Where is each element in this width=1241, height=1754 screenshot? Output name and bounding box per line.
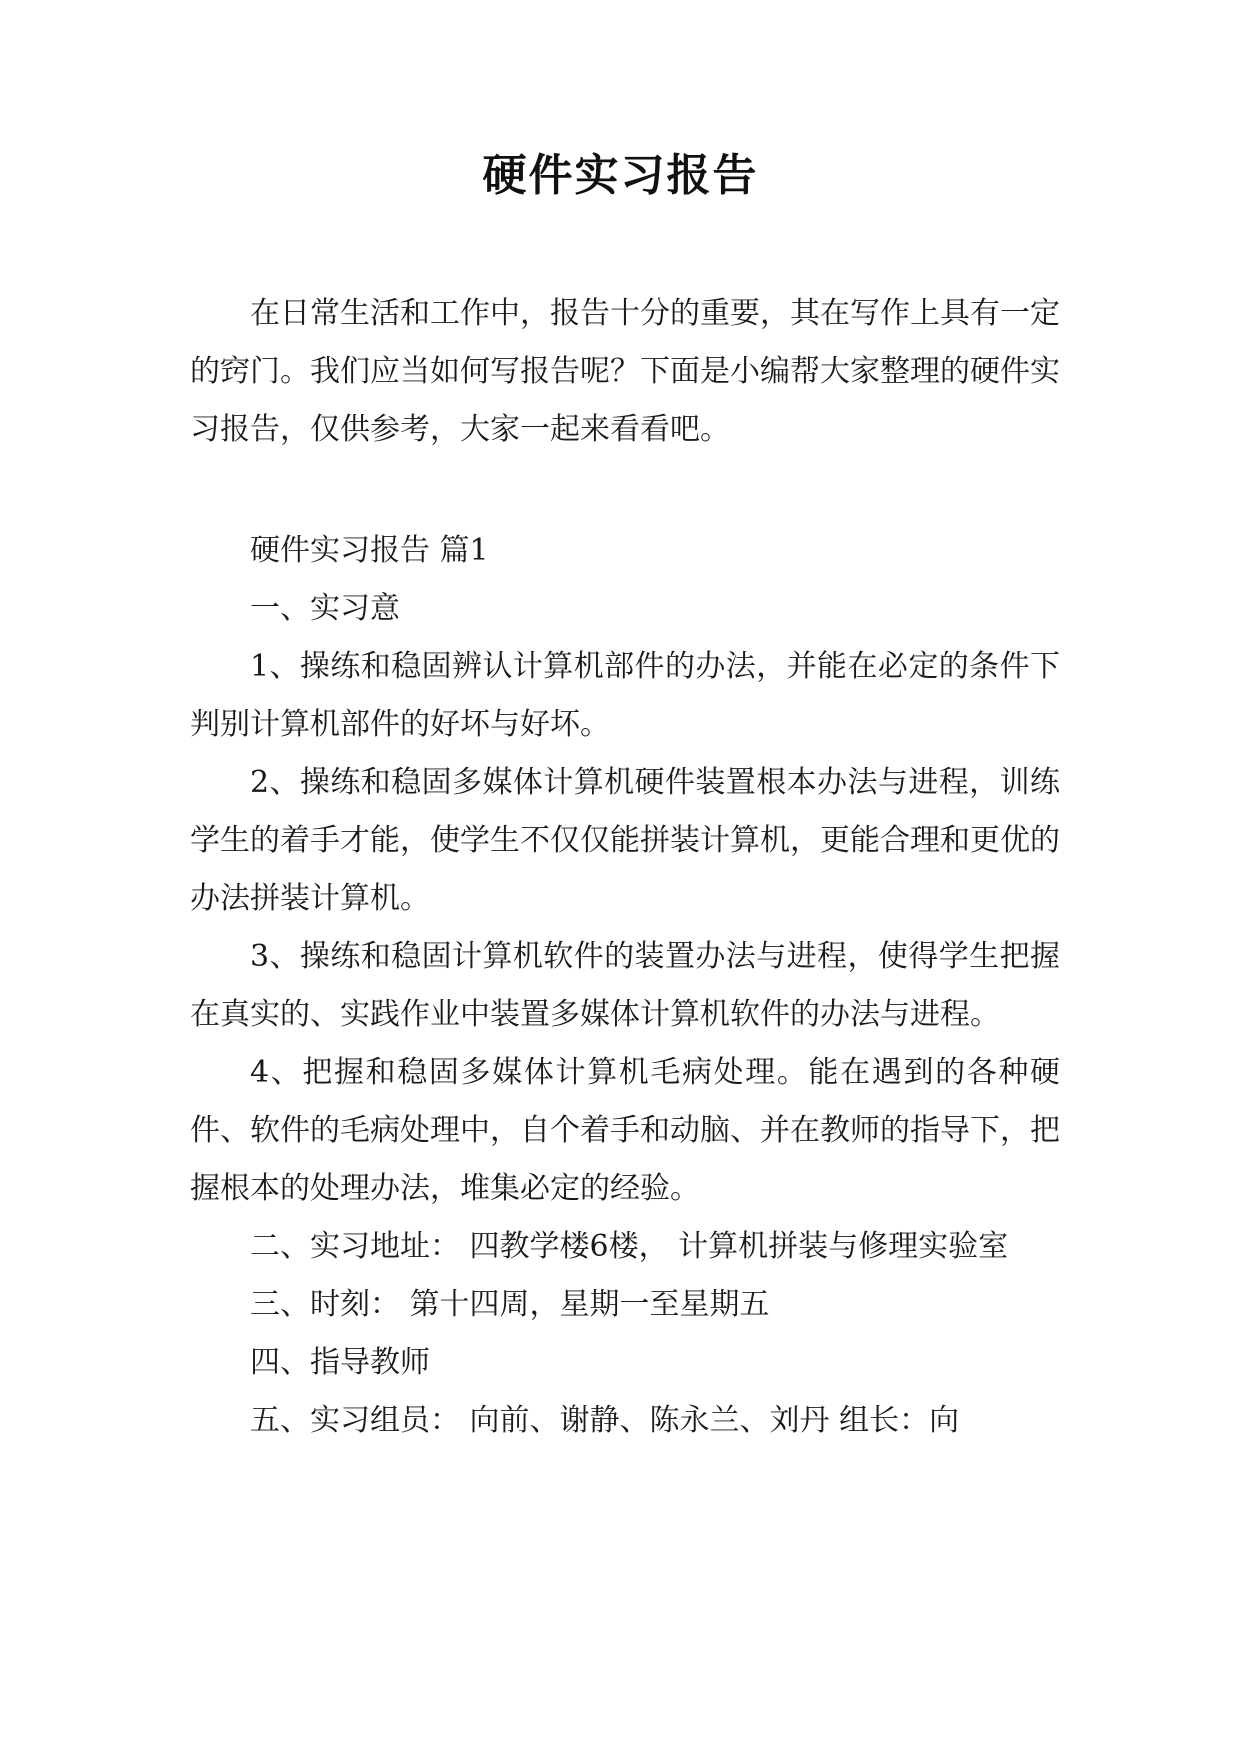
intro-section (190, 285, 1060, 459)
document-title: 硬件实习报告 (482, 150, 759, 201)
intro-paragraph: 在日常生活和工作中，报告十分的重要，其在写作上具有一定的窍门。我们应当如何写报告呢？下面是小编帮大家整理的硬件实习报告，仅供参考，大家一起来看看吧。 (190, 296, 1060, 447)
purpose-item-2: 2、操练和稳固多媒体计算机硬件装置根本办法与进程，训练学生的着手才能，使学生不仅仅能拼装计算机，更能合理和更优的办法拼装计算机。 (190, 765, 1060, 916)
section-heading: 硬件实习报告 篇1 (250, 533, 489, 568)
location-paragraph: 二、实习地址： 四教学楼6楼， 计算机拼装与修理实验室 (250, 1229, 1009, 1264)
heading-purpose: 一、实习意 (250, 591, 400, 626)
instructor-paragraph: 四、指导教师 (250, 1345, 430, 1380)
purpose-item-3: 3、操练和稳固计算机软件的装置办法与进程，使得学生把握在真实的、实践作业中装置多媒体计算机软件的办法与进程。 (190, 939, 1060, 1032)
members-paragraph: 五、实习组员： 向前、谢静、陈永兰、刘丹 组长：向 (250, 1403, 960, 1438)
report-body (190, 522, 1060, 1450)
purpose-item-4: 4、把握和稳固多媒体计算机毛病处理。能在遇到的各种硬件、软件的毛病处理中，自个着手和动脑、并在教师的指导下，把握根本的处理办法，堆集必定的经验。 (190, 1055, 1060, 1206)
purpose-item-1: 1、操练和稳固辨认计算机部件的办法，并能在必定的条件下判别计算机部件的好坏与好坏。 (190, 649, 1060, 742)
time-paragraph: 三、时刻： 第十四周，星期一至星期五 (250, 1287, 770, 1322)
